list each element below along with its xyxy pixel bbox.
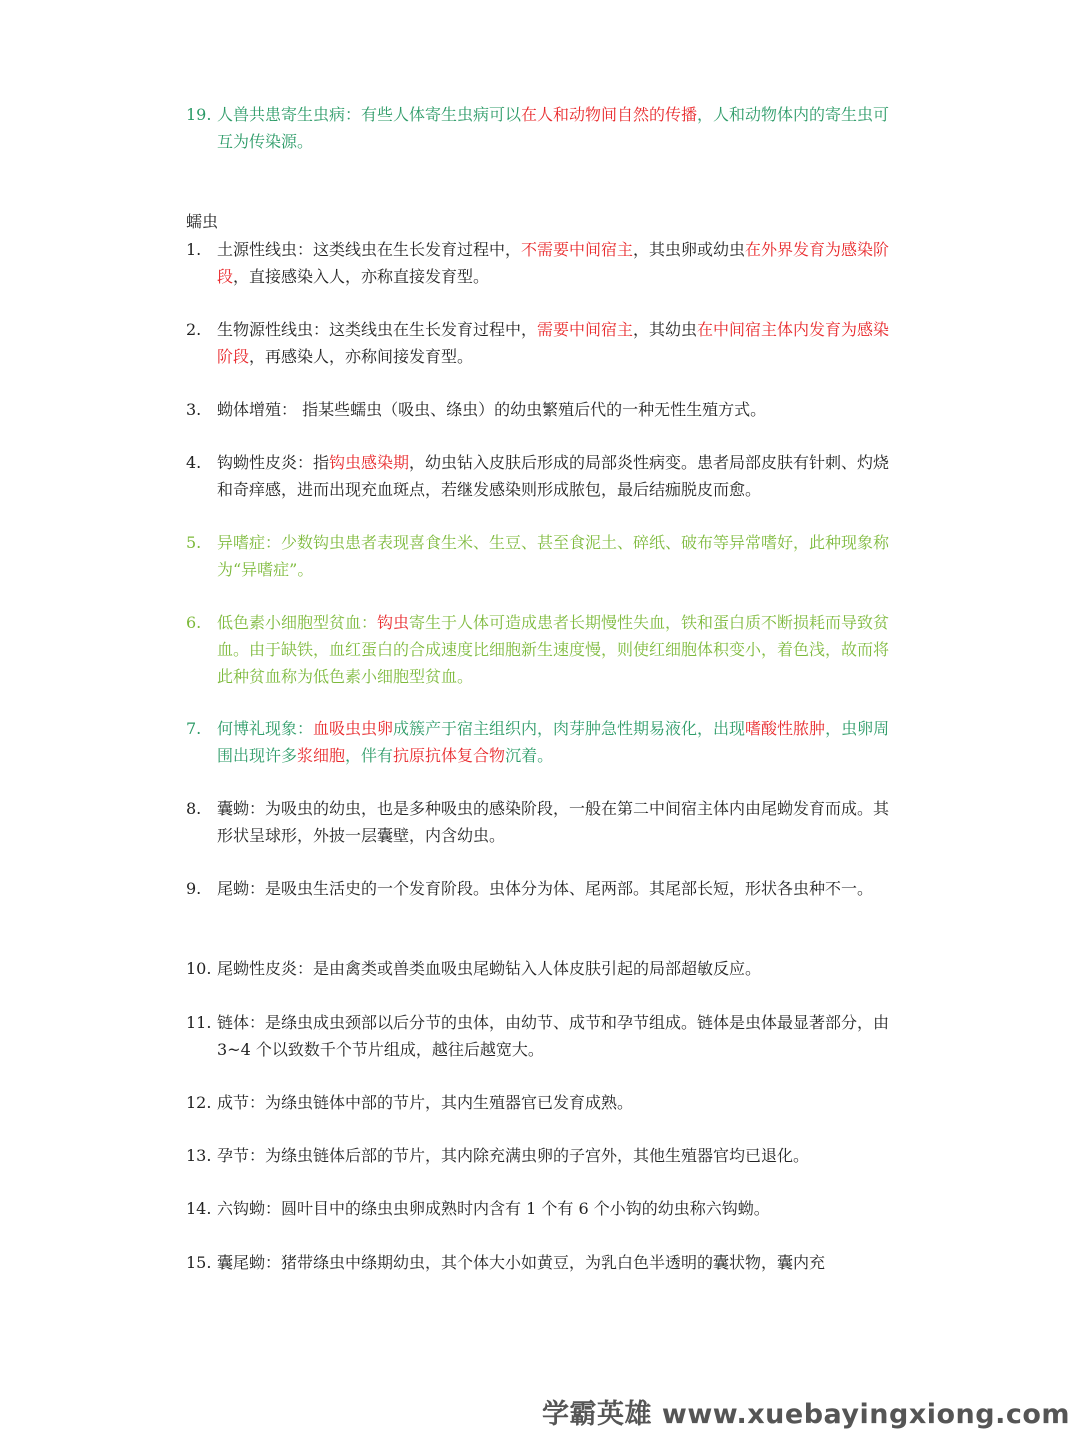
highlight-text: 浆细胞 bbox=[297, 746, 346, 765]
item-number: 6. bbox=[186, 613, 202, 632]
section-heading: 蠕虫 bbox=[186, 212, 219, 231]
body-text: ，其虫卵或幼虫 bbox=[633, 240, 746, 259]
body-text: ，人和动物体内的寄生虫可互为传染源。 bbox=[217, 105, 890, 151]
item-text bbox=[217, 609, 898, 690]
item-text bbox=[217, 1142, 898, 1169]
term-item-7 bbox=[186, 715, 898, 769]
body-text: 链体：是绦虫成虫颈部以后分节的虫体，由幼节、成节和孕节组成。链体是虫体最显著部分，由 3~4 个以致数千个节片组成，越往后越宽大。 bbox=[217, 1013, 890, 1059]
body-text: 低色素小细胞型贫血： bbox=[217, 613, 378, 632]
term-item-6 bbox=[186, 609, 898, 690]
body-text: 沉着。 bbox=[505, 746, 554, 765]
highlight-text: 在中间宿主体内发育为感染阶段 bbox=[217, 320, 890, 366]
item-number: 8. bbox=[186, 799, 202, 818]
item-number: 9. bbox=[186, 879, 202, 898]
item-number: 13. bbox=[186, 1146, 212, 1165]
body-text: 何博礼现象： bbox=[217, 719, 314, 738]
item-text bbox=[217, 449, 898, 503]
item-number: 1. bbox=[186, 240, 202, 259]
body-text: 成簇产于宿主组织内，肉芽肿急性期易液化，出现 bbox=[393, 719, 746, 738]
body-text: 异嗜症：少数钩虫患者表现喜食生米、生豆、甚至食泥土、碎纸、破布等异常嗜好，此种现象称为“异嗜症”。 bbox=[217, 533, 890, 579]
term-item-1 bbox=[186, 236, 898, 290]
site-watermark: 学霸英雄 www.xuebayingxiong.com bbox=[542, 1399, 1071, 1430]
item-number: 15. bbox=[186, 1253, 212, 1272]
item-text bbox=[217, 955, 898, 982]
item-text bbox=[217, 1009, 898, 1063]
item-number: 12. bbox=[186, 1093, 212, 1112]
body-text: 钩蚴性皮炎：指 bbox=[217, 453, 330, 472]
item-number: 14. bbox=[186, 1199, 212, 1218]
item-text bbox=[217, 1249, 898, 1276]
item-number: 19. bbox=[186, 105, 212, 124]
term-item-13 bbox=[186, 1142, 898, 1169]
item-number: 5. bbox=[186, 533, 202, 552]
body-text: 寄生于人体可造成患者长期慢性失血，铁和蛋白质不断损耗而导致贫血。由于缺铁，血红蛋白的合成速度比细胞新生速度慢，则使红细胞体积变小，着色浅，故而将此种贫血称为低色素小细胞型贫血。 bbox=[217, 613, 890, 686]
term-item-3 bbox=[186, 396, 898, 423]
body-text: ，伴有 bbox=[345, 746, 394, 765]
term-item-8 bbox=[186, 795, 898, 849]
item-number: 7. bbox=[186, 719, 202, 738]
item-text bbox=[217, 396, 898, 423]
item-number: 10. bbox=[186, 959, 212, 978]
item-text bbox=[217, 1195, 898, 1222]
body-text: 土源性线虫：这类线虫在生长发育过程中， bbox=[217, 240, 522, 259]
item-text bbox=[217, 795, 898, 849]
body-text: ，其幼虫 bbox=[633, 320, 698, 339]
item-number: 4. bbox=[186, 453, 202, 472]
item-text bbox=[217, 715, 898, 769]
term-item-5 bbox=[186, 529, 898, 583]
highlight-text: 钩虫感染期 bbox=[329, 453, 410, 472]
body-text: 生物源性线虫：这类线虫在生长发育过程中， bbox=[217, 320, 538, 339]
highlight-text: 钩虫 bbox=[377, 613, 410, 632]
highlight-text: 需要中间宿主 bbox=[537, 320, 634, 339]
body-text: 六钩蚴：圆叶目中的绦虫虫卵成熟时内含有 1 个有 6 个小钩的幼虫称六钩蚴。 bbox=[217, 1199, 770, 1218]
body-text: 囊尾蚴：猪带绦虫中绦期幼虫，其个体大小如黄豆，为乳白色半透明的囊状物，囊内充 bbox=[217, 1253, 826, 1272]
term-item-14 bbox=[186, 1195, 898, 1222]
body-text: 囊蚴：为吸虫的幼虫，也是多种吸虫的感染阶段，一般在第二中间宿主体内由尾蚴发育而成。其形状呈球形，外披一层囊壁，内含幼虫。 bbox=[217, 799, 890, 845]
item-text bbox=[217, 1089, 898, 1116]
item-text bbox=[217, 316, 898, 370]
highlight-text: 在人和动物间自然的传播 bbox=[521, 105, 698, 124]
term-item-2 bbox=[186, 316, 898, 370]
body-text: ，直接感染入人，亦称直接发育型。 bbox=[233, 267, 490, 286]
highlight-text: 嗜酸性脓肿 bbox=[745, 719, 826, 738]
term-item-4 bbox=[186, 449, 898, 503]
body-text: ，幼虫钻入皮肤后形成的局部炎性病变。患者局部皮肤有针刺、灼烧和奇痒感，进而出现充血斑点，若继发感染则形成脓包，最后结痂脱皮而愈。 bbox=[217, 453, 890, 499]
item-text bbox=[217, 529, 898, 583]
body-text: ，再感染人，亦称间接发育型。 bbox=[249, 347, 474, 366]
item-number: 3. bbox=[186, 400, 202, 419]
body-text: 人兽共患寄生虫病：有些人体寄生虫病可以 bbox=[217, 105, 522, 124]
item-text bbox=[217, 236, 898, 290]
body-text: 尾蚴性皮炎：是由禽类或兽类血吸虫尾蚴钻入人体皮肤引起的局部超敏反应。 bbox=[217, 959, 762, 978]
term-item-19 bbox=[186, 101, 898, 155]
highlight-text: 在外界发育为感染阶段 bbox=[217, 240, 890, 286]
body-text: 尾蚴：是吸虫生活史的一个发育阶段。虫体分为体、尾两部。其尾部长短，形状各虫种不一。 bbox=[217, 879, 874, 898]
body-text: 孕节：为绦虫链体后部的节片，其内除充满虫卵的子宫外，其他生殖器官均已退化。 bbox=[217, 1146, 810, 1165]
item-number: 11. bbox=[186, 1013, 212, 1032]
term-item-9 bbox=[186, 875, 898, 902]
term-item-15 bbox=[186, 1249, 898, 1276]
highlight-text: 血吸虫虫卵 bbox=[313, 719, 394, 738]
term-item-10 bbox=[186, 955, 898, 982]
item-text bbox=[217, 101, 898, 155]
body-text: ，虫卵周围出现许多 bbox=[217, 719, 890, 765]
body-text: 成节：为绦虫链体中部的节片，其内生殖器官已发育成熟。 bbox=[217, 1093, 634, 1112]
item-number: 2. bbox=[186, 320, 202, 339]
item-text bbox=[217, 875, 898, 902]
highlight-text: 不需要中间宿主 bbox=[521, 240, 634, 259]
term-item-12 bbox=[186, 1089, 898, 1116]
body-text: 蚴体增殖： 指某些蠕虫（吸虫、绦虫）的幼虫繁殖后代的一种无性生殖方式。 bbox=[217, 400, 767, 419]
highlight-text: 抗原抗体复合物 bbox=[393, 746, 506, 765]
term-item-11 bbox=[186, 1009, 898, 1063]
